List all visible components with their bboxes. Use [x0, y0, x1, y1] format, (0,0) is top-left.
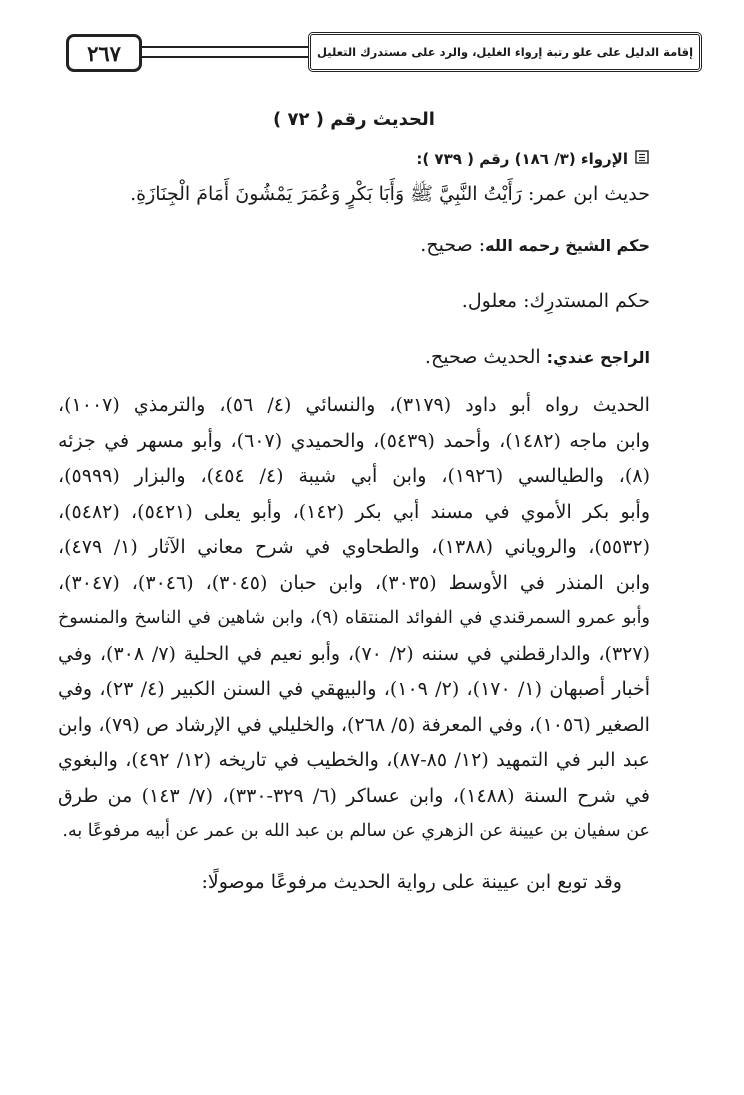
takhrij-line: (٣٢٧)، والدارقطني في سننه (٢/ ٧٠)، وأبو نعيم في الحلية (٧/ ٣٠٨)، وفي [58, 642, 650, 665]
sheikh-verdict [58, 222, 650, 268]
preferred-verdict [58, 334, 650, 380]
takhrij-line: عبد البر في التمهيد (١٢/ ٨٥-٨٧)، والخطيب في تاريخه (١٢/ ٤٩٢)، والبغوي [58, 749, 650, 771]
takhrij-line: أخبار أصبهان (١/ ١٧٠)، (٢/ ١٠٩)، والبيهقي في السنن الكبير (٤/ ٢٣)، وفي [58, 678, 650, 700]
sheikh-value: : صحيح. [420, 234, 486, 256]
hadith-heading: الحديث رقم ( ٧٢ ) [273, 109, 435, 130]
running-title: إقامة الدليل على علو رتبة إرواء الغليل، والرد على مستدرك التعليل [308, 32, 702, 72]
hadith-text: حديث ابن عمر: رَأَيْتُ النَّبِيَّ ﷺ وَأَبَا بَكْرٍ وَعُمَرَ يَمْشُونَ أَمَامَ الْجِنَازَةِ. [130, 183, 650, 205]
book-icon [634, 141, 650, 177]
page-header [38, 30, 710, 74]
source-label: الإرواء (٣/ ١٨٦) رقم ( ٧٣٩ ): [416, 150, 628, 168]
takhrij-line: في شرح السنة (١٤٨٨)، وابن عساكر (٦/ ٣٢٩-٣٣٠)، (٧/ ١٤٣) من طرق [58, 784, 650, 807]
takhrij-line: وابن ماجه (١٤٨٢)، وأحمد (٥٤٣٩)، والحميدي (٦٠٧)، وأبو مسهر في جزئه [58, 429, 650, 452]
source-reference [58, 140, 650, 176]
preferred-label: الراجح عندي: [546, 348, 650, 367]
takhrij-line: وأبو بكر الأموي في مسند أبي بكر (١٤٢)، وأبو يعلى (٥٤٢١)، (٥٤٨٢)، [58, 500, 650, 523]
takhrij-line: عن سفيان بن عيينة عن الزهري عن سالم بن عبد الله بن عمر عن أبيه مرفوعًا به. [62, 821, 650, 841]
takhrij-line: (٨)، والطيالسي (١٩٢٦)، وابن أبي شيبة (٤/ ٤٥٤)، والبزار (٥٩٩٩)، [58, 465, 650, 487]
page-body [58, 100, 650, 900]
takhrij-line: (٥٥٣٢)، والروياني (١٣٨٨)، والطحاوي في شرح معاني الآثار (١/ ٤٧٩)، [58, 536, 650, 558]
takhrij-line: وأبو عمرو السمرقندي في الفوائد المنتقاه (٩)، وابن شاهين في الناسخ والمنسوخ [58, 608, 650, 628]
page-number: ٢٦٧ [66, 34, 142, 72]
takhrij-line: وابن المنذر في الأوسط (٣٠٣٥)، وابن حبان (٣٠٤٥)، (٣٠٤٦)، (٣٠٤٧)، [58, 571, 651, 594]
mustadrik-verdict: حكم المستدرِك: معلول. [461, 290, 650, 312]
preferred-value: الحديث صحيح. [424, 346, 547, 368]
takhrij-paragraph [58, 388, 650, 850]
takhrij-line: الحديث رواه أبو داود (٣١٧٩)، والنسائي (٤/ ٥٦)، والترمذي (١٠٠٧)، [58, 394, 650, 416]
takhrij-line: الصغير (١٠٥٦)، وفي المعرفة (٥/ ٢٦٨)، والخليلي في الإرشاد ص (٧٩)، وابن [58, 713, 650, 736]
sheikh-label: حكم الشيخ رحمه الله [485, 236, 650, 255]
closing-line: وقد توبع ابن عيينة على رواية الحديث مرفوعًا موصولًا: [201, 870, 622, 893]
